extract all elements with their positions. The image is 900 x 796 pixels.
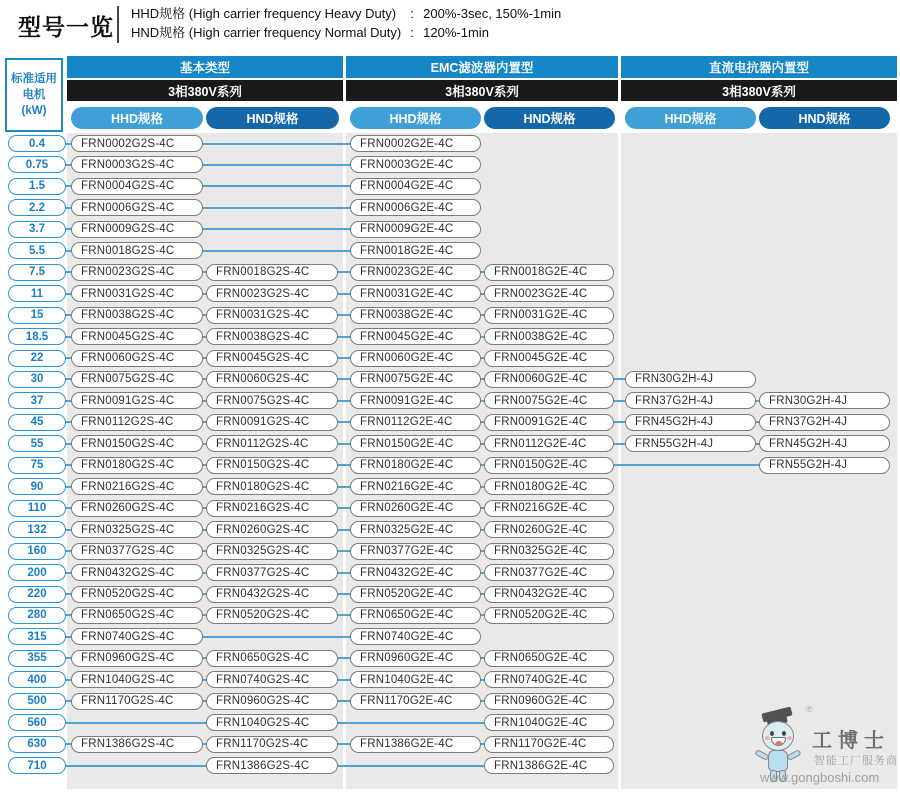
model-pill: FRN0018G2S-4C (71, 242, 203, 259)
model-pill: FRN0075G2E-4C (484, 392, 614, 409)
kw-pill: 630 (8, 736, 66, 753)
kw-pill: 0.4 (8, 135, 66, 152)
model-pill: FRN1040G2E-4C (484, 714, 614, 731)
model-pill: FRN0216G2S-4C (206, 500, 338, 517)
model-pill: FRN0075G2S-4C (71, 371, 203, 388)
kw-pill: 132 (8, 521, 66, 538)
model-pill: FRN0960G2S-4C (71, 650, 203, 667)
model-pill: FRN0180G2S-4C (71, 457, 203, 474)
model-pill: FRN0377G2S-4C (71, 543, 203, 560)
model-pill: FRN1170G2E-4C (350, 693, 481, 710)
model-pill: FRN45G2H-4J (625, 414, 756, 431)
model-pill: FRN0031G2E-4C (484, 307, 614, 324)
model-pill: FRN0325G2S-4C (71, 521, 203, 538)
model-pill: FRN0018G2S-4C (206, 264, 338, 281)
kw-pill: 1.5 (8, 178, 66, 195)
model-pill: FRN1386G2E-4C (484, 757, 614, 774)
model-pill: FRN0650G2E-4C (484, 650, 614, 667)
connector-line (201, 228, 352, 230)
model-pill: FRN1386G2S-4C (71, 736, 203, 753)
kw-pill: 22 (8, 350, 66, 367)
connector-line (201, 185, 352, 187)
model-pill: FRN0006G2S-4C (71, 199, 203, 216)
model-pill: FRN0004G2E-4C (350, 178, 481, 195)
model-pill: FRN1040G2S-4C (206, 714, 338, 731)
model-pill: FRN0038G2S-4C (206, 328, 338, 345)
model-pill: FRN0112G2E-4C (484, 435, 614, 452)
model-pill: FRN0031G2S-4C (206, 307, 338, 324)
model-pill: FRN0023G2E-4C (484, 285, 614, 302)
model-pill: FRN0112G2E-4C (350, 414, 481, 431)
legend-hnd-value: 120%-1min (423, 25, 489, 40)
model-pill: FRN0180G2E-4C (484, 478, 614, 495)
model-pill: FRN0740G2S-4C (71, 628, 203, 645)
page-title: 型号一览 (18, 14, 114, 40)
kw-pill: 37 (8, 392, 66, 409)
model-pill: FRN0650G2E-4C (350, 607, 481, 624)
kw-pill: 110 (8, 500, 66, 517)
model-pill: FRN0004G2S-4C (71, 178, 203, 195)
group-emc-hhd-header: HHD规格 (350, 107, 481, 129)
model-pill: FRN0112G2S-4C (71, 414, 203, 431)
kw-pill: 11 (8, 285, 66, 302)
model-pill: FRN0075G2S-4C (206, 392, 338, 409)
model-pill: FRN0018G2E-4C (350, 242, 481, 259)
model-pill: FRN0432G2S-4C (206, 586, 338, 603)
model-pill: FRN0038G2E-4C (484, 328, 614, 345)
model-pill: FRN0112G2S-4C (206, 435, 338, 452)
model-pill: FRN0520G2S-4C (71, 586, 203, 603)
model-pill: FRN0377G2S-4C (206, 564, 338, 581)
connector-line (201, 164, 352, 166)
model-pill: FRN0060G2E-4C (484, 371, 614, 388)
model-pill: FRN0520G2E-4C (350, 586, 481, 603)
kw-pill: 500 (8, 693, 66, 710)
model-pill: FRN0325G2S-4C (206, 543, 338, 560)
model-pill: FRN0150G2E-4C (484, 457, 614, 474)
group-basic-hhd-header: HHD规格 (71, 107, 203, 129)
model-pill: FRN0045G2S-4C (206, 350, 338, 367)
legend-hhd-colon: : (410, 6, 414, 21)
model-pill: FRN0960G2S-4C (206, 693, 338, 710)
model-pill: FRN0060G2S-4C (206, 371, 338, 388)
kw-pill: 45 (8, 414, 66, 431)
model-pill: FRN0180G2S-4C (206, 478, 338, 495)
kw-pill: 18.5 (8, 328, 66, 345)
model-pill: FRN0009G2E-4C (350, 221, 481, 238)
model-pill: FRN1040G2S-4C (71, 671, 203, 688)
group-dcr-hnd-header: HND规格 (759, 107, 890, 129)
legend-hhd-value: 200%-3sec, 150%-1min (423, 6, 562, 21)
kw-pill: 90 (8, 478, 66, 495)
model-pill: FRN0038G2S-4C (71, 307, 203, 324)
model-pill: FRN0003G2E-4C (350, 156, 481, 173)
model-pill: FRN0180G2E-4C (350, 457, 481, 474)
connector-line (64, 765, 208, 767)
kw-pill: 355 (8, 650, 66, 667)
model-pill: FRN55G2H-4J (625, 435, 756, 452)
model-pill: FRN0325G2E-4C (484, 543, 614, 560)
model-pill: FRN0023G2E-4C (350, 264, 481, 281)
connector-line (201, 250, 352, 252)
model-pill: FRN0520G2E-4C (484, 607, 614, 624)
model-pill: FRN0260G2S-4C (71, 500, 203, 517)
kw-pill: 315 (8, 628, 66, 645)
model-pill: FRN0260G2E-4C (350, 500, 481, 517)
group-basic-title: 基本类型 (67, 56, 343, 78)
watermark-tagline: 智能工厂服务商 (814, 755, 898, 767)
model-pill: FRN1386G2E-4C (350, 736, 481, 753)
model-pill: FRN0377G2E-4C (484, 564, 614, 581)
model-pill: FRN0038G2E-4C (350, 307, 481, 324)
model-pill: FRN0023G2S-4C (71, 264, 203, 281)
duty-legend (131, 4, 561, 42)
model-pill: FRN1170G2S-4C (206, 736, 338, 753)
model-pill: FRN0150G2S-4C (206, 457, 338, 474)
connector-line (201, 207, 352, 209)
connector-line (201, 636, 352, 638)
kw-pill: 5.5 (8, 242, 66, 259)
model-pill: FRN0960G2E-4C (484, 693, 614, 710)
kw-pill: 400 (8, 671, 66, 688)
model-pill: FRN0260G2E-4C (484, 521, 614, 538)
gongboshi-watermark (746, 702, 898, 790)
kw-pill: 280 (8, 607, 66, 624)
group-emc-title: EMC滤波器内置型 (346, 56, 618, 78)
group-basic-hnd-header: HND规格 (206, 107, 339, 129)
motor-kw-header (5, 58, 63, 132)
model-pill: FRN0023G2S-4C (206, 285, 338, 302)
model-pill: FRN1386G2S-4C (206, 757, 338, 774)
kw-pill: 3.7 (8, 221, 66, 238)
model-pill: FRN0150G2E-4C (350, 435, 481, 452)
kw-pill: 7.5 (8, 264, 66, 281)
model-pill: FRN1170G2S-4C (71, 693, 203, 710)
model-pill: FRN0091G2S-4C (206, 414, 338, 431)
group-emc-series: 3相380V系列 (346, 80, 618, 101)
model-pill: FRN0216G2S-4C (71, 478, 203, 495)
model-pill: FRN0002G2E-4C (350, 135, 481, 152)
model-pill: FRN0650G2S-4C (206, 650, 338, 667)
model-pill: FRN1170G2E-4C (484, 736, 614, 753)
connector-line (336, 765, 486, 767)
model-pill: FRN0060G2S-4C (71, 350, 203, 367)
group-dcr-title: 直流电抗器内置型 (621, 56, 897, 78)
group-emc-hnd-header: HND规格 (484, 107, 615, 129)
model-pill: FRN0740G2E-4C (484, 671, 614, 688)
watermark-brand: 工博士 (812, 730, 890, 752)
connector-line (612, 464, 761, 466)
model-pill: FRN0325G2E-4C (350, 521, 481, 538)
group-basic-series: 3相380V系列 (67, 80, 343, 101)
motor-kw-line2: 电机 (22, 88, 46, 101)
registered-mark: ® (806, 704, 813, 714)
connector-line (336, 722, 486, 724)
motor-kw-line1: 标准适用 (11, 72, 57, 85)
kw-pill: 560 (8, 714, 66, 731)
model-pill: FRN0009G2S-4C (71, 221, 203, 238)
model-pill: FRN30G2H-4J (625, 371, 756, 388)
model-pill: FRN0740G2S-4C (206, 671, 338, 688)
title-divider (117, 6, 119, 43)
kw-pill: 0.75 (8, 156, 66, 173)
group-dcr-hhd-header: HHD规格 (625, 107, 756, 129)
model-pill: FRN0002G2S-4C (71, 135, 203, 152)
model-pill: FRN0006G2E-4C (350, 199, 481, 216)
model-pill: FRN0003G2S-4C (71, 156, 203, 173)
motor-kw-line3: (kW) (21, 104, 47, 117)
model-pill: FRN0216G2E-4C (484, 500, 614, 517)
group-dcr-series: 3相380V系列 (621, 80, 897, 101)
model-pill: FRN37G2H-4J (759, 414, 890, 431)
model-pill: FRN0075G2E-4C (350, 371, 481, 388)
kw-pill: 2.2 (8, 199, 66, 216)
kw-pill: 710 (8, 757, 66, 774)
model-pill: FRN0045G2E-4C (350, 328, 481, 345)
model-pill: FRN0091G2E-4C (484, 414, 614, 431)
model-pill: FRN0045G2E-4C (484, 350, 614, 367)
model-pill: FRN0018G2E-4C (484, 264, 614, 281)
model-pill: FRN0045G2S-4C (71, 328, 203, 345)
model-pill: FRN0377G2E-4C (350, 543, 481, 560)
model-pill: FRN0091G2E-4C (350, 392, 481, 409)
model-pill: FRN0740G2E-4C (350, 628, 481, 645)
model-pill: FRN0260G2S-4C (206, 521, 338, 538)
model-pill: FRN37G2H-4J (625, 392, 756, 409)
kw-pill: 55 (8, 435, 66, 452)
model-pill: FRN55G2H-4J (759, 457, 890, 474)
kw-pill: 15 (8, 307, 66, 324)
model-pill: FRN0960G2E-4C (350, 650, 481, 667)
model-pill: FRN0432G2E-4C (484, 586, 614, 603)
model-pill: FRN0150G2S-4C (71, 435, 203, 452)
model-pill: FRN0432G2E-4C (350, 564, 481, 581)
kw-pill: 30 (8, 371, 66, 388)
connector-line (201, 143, 352, 145)
model-pill: FRN0432G2S-4C (71, 564, 203, 581)
model-pill: FRN0031G2E-4C (350, 285, 481, 302)
kw-pill: 75 (8, 457, 66, 474)
kw-pill: 200 (8, 564, 66, 581)
model-pill: FRN0031G2S-4C (71, 285, 203, 302)
connector-line (64, 722, 208, 724)
model-pill: FRN30G2H-4J (759, 392, 890, 409)
kw-pill: 160 (8, 543, 66, 560)
model-pill: FRN0060G2E-4C (350, 350, 481, 367)
legend-hnd-label: HND规格 (High carrier frequency Normal Duty) (131, 25, 402, 40)
legend-hnd-colon: : (410, 25, 414, 40)
model-pill: FRN0216G2E-4C (350, 478, 481, 495)
model-pill: FRN0091G2S-4C (71, 392, 203, 409)
legend-hhd-label: HHD规格 (High carrier frequency Heavy Duty) (131, 6, 397, 21)
model-pill: FRN1040G2E-4C (350, 671, 481, 688)
model-pill: FRN0520G2S-4C (206, 607, 338, 624)
model-pill: FRN0650G2S-4C (71, 607, 203, 624)
watermark-url: www.gongboshi.com (760, 770, 880, 785)
kw-pill: 220 (8, 586, 66, 603)
model-pill: FRN45G2H-4J (759, 435, 890, 452)
